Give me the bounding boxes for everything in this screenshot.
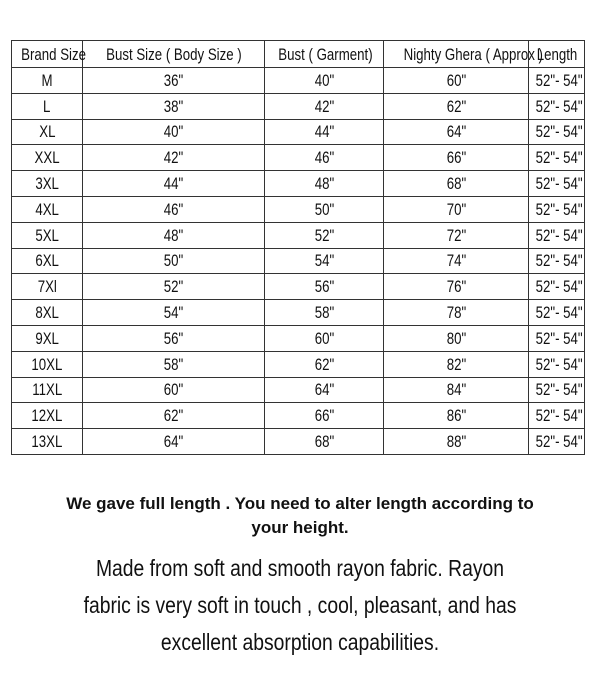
cell-brand-size: 5XL bbox=[12, 222, 83, 248]
table-row bbox=[12, 119, 585, 145]
table-header-row bbox=[12, 41, 585, 68]
cell-bust-garment: 42" bbox=[265, 93, 384, 119]
cell-brand-size: 6XL bbox=[12, 248, 83, 274]
cell-brand-size: 9XL bbox=[12, 325, 83, 351]
length-note: We gave full length . You need to alter length according to your height. bbox=[66, 494, 534, 537]
table-row bbox=[12, 403, 585, 429]
cell-length: 52"- 54" bbox=[529, 119, 585, 145]
cell-bust-garment: 44" bbox=[265, 119, 384, 145]
cell-bust-body: 54" bbox=[83, 300, 265, 326]
cell-brand-size: 8XL bbox=[12, 300, 83, 326]
size-chart-table bbox=[11, 40, 585, 455]
cell-nighty-ghera: 60" bbox=[384, 68, 529, 94]
cell-nighty-ghera: 62" bbox=[384, 93, 529, 119]
cell-bust-garment: 68" bbox=[265, 429, 384, 455]
cell-length: 52"- 54" bbox=[529, 274, 585, 300]
table-row bbox=[12, 68, 585, 94]
cell-bust-body: 50" bbox=[83, 248, 265, 274]
table-row bbox=[12, 300, 585, 326]
cell-nighty-ghera: 72" bbox=[384, 222, 529, 248]
cell-nighty-ghera: 80" bbox=[384, 325, 529, 351]
table-row bbox=[12, 248, 585, 274]
cell-bust-garment: 56" bbox=[265, 274, 384, 300]
cell-bust-body: 58" bbox=[83, 351, 265, 377]
cell-brand-size: 12XL bbox=[12, 403, 83, 429]
table-row bbox=[12, 171, 585, 197]
cell-nighty-ghera: 88" bbox=[384, 429, 529, 455]
cell-length: 52"- 54" bbox=[529, 222, 585, 248]
cell-length: 52"- 54" bbox=[529, 325, 585, 351]
cell-length: 52"- 54" bbox=[529, 68, 585, 94]
cell-bust-body: 36" bbox=[83, 68, 265, 94]
cell-brand-size: XL bbox=[12, 119, 83, 145]
cell-brand-size: 11XL bbox=[12, 377, 83, 403]
cell-bust-body: 64" bbox=[83, 429, 265, 455]
cell-brand-size: 7Xl bbox=[12, 274, 83, 300]
table-row bbox=[12, 274, 585, 300]
table-row bbox=[12, 145, 585, 171]
cell-nighty-ghera: 86" bbox=[384, 403, 529, 429]
cell-bust-garment: 46" bbox=[265, 145, 384, 171]
cell-nighty-ghera: 76" bbox=[384, 274, 529, 300]
header-length: Length bbox=[529, 41, 585, 68]
cell-bust-garment: 50" bbox=[265, 196, 384, 222]
cell-length: 52"- 54" bbox=[529, 196, 585, 222]
fabric-note bbox=[0, 550, 600, 661]
cell-length: 52"- 54" bbox=[529, 429, 585, 455]
cell-bust-body: 60" bbox=[83, 377, 265, 403]
cell-bust-body: 44" bbox=[83, 171, 265, 197]
cell-length: 52"- 54" bbox=[529, 377, 585, 403]
cell-bust-garment: 66" bbox=[265, 403, 384, 429]
cell-nighty-ghera: 64" bbox=[384, 119, 529, 145]
table-row bbox=[12, 93, 585, 119]
table-row bbox=[12, 351, 585, 377]
header-bust-body: Bust Size ( Body Size ) bbox=[83, 41, 265, 68]
size-chart-body bbox=[12, 68, 585, 455]
cell-bust-garment: 54" bbox=[265, 248, 384, 274]
cell-length: 52"- 54" bbox=[529, 248, 585, 274]
cell-bust-body: 48" bbox=[83, 222, 265, 248]
header-bust-garment: Bust ( Garment) bbox=[265, 41, 384, 68]
cell-brand-size: XXL bbox=[12, 145, 83, 171]
cell-bust-garment: 52" bbox=[265, 222, 384, 248]
table-row bbox=[12, 429, 585, 455]
cell-nighty-ghera: 66" bbox=[384, 145, 529, 171]
cell-nighty-ghera: 84" bbox=[384, 377, 529, 403]
cell-bust-body: 42" bbox=[83, 145, 265, 171]
cell-bust-body: 56" bbox=[83, 325, 265, 351]
cell-bust-garment: 58" bbox=[265, 300, 384, 326]
header-nighty-ghera: Nighty Ghera ( Approx ) bbox=[384, 41, 529, 68]
cell-brand-size: 4XL bbox=[12, 196, 83, 222]
cell-bust-garment: 60" bbox=[265, 325, 384, 351]
cell-nighty-ghera: 68" bbox=[384, 171, 529, 197]
cell-length: 52"- 54" bbox=[529, 171, 585, 197]
cell-length: 52"- 54" bbox=[529, 351, 585, 377]
cell-brand-size: L bbox=[12, 93, 83, 119]
cell-bust-body: 52" bbox=[83, 274, 265, 300]
cell-brand-size: 3XL bbox=[12, 171, 83, 197]
table-row bbox=[12, 325, 585, 351]
cell-bust-body: 40" bbox=[83, 119, 265, 145]
cell-bust-body: 62" bbox=[83, 403, 265, 429]
cell-bust-body: 38" bbox=[83, 93, 265, 119]
cell-bust-garment: 62" bbox=[265, 351, 384, 377]
cell-brand-size: 10XL bbox=[12, 351, 83, 377]
cell-bust-garment: 48" bbox=[265, 171, 384, 197]
cell-bust-garment: 64" bbox=[265, 377, 384, 403]
cell-nighty-ghera: 74" bbox=[384, 248, 529, 274]
cell-bust-garment: 40" bbox=[265, 68, 384, 94]
cell-nighty-ghera: 82" bbox=[384, 351, 529, 377]
cell-nighty-ghera: 70" bbox=[384, 196, 529, 222]
cell-length: 52"- 54" bbox=[529, 403, 585, 429]
cell-length: 52"- 54" bbox=[529, 93, 585, 119]
cell-brand-size: 13XL bbox=[12, 429, 83, 455]
table-row bbox=[12, 377, 585, 403]
cell-length: 52"- 54" bbox=[529, 145, 585, 171]
table-row bbox=[12, 196, 585, 222]
cell-nighty-ghera: 78" bbox=[384, 300, 529, 326]
fabric-note-text: Made from soft and smooth rayon fabric. Rayon fabric is very soft in touch , cool, pleasant, and has excellent absorption capabilities. bbox=[83, 555, 517, 655]
cell-brand-size: M bbox=[12, 68, 83, 94]
table-row bbox=[12, 222, 585, 248]
cell-bust-body: 46" bbox=[83, 196, 265, 222]
cell-length: 52"- 54" bbox=[529, 300, 585, 326]
header-brand-size: Brand Size bbox=[12, 41, 83, 68]
